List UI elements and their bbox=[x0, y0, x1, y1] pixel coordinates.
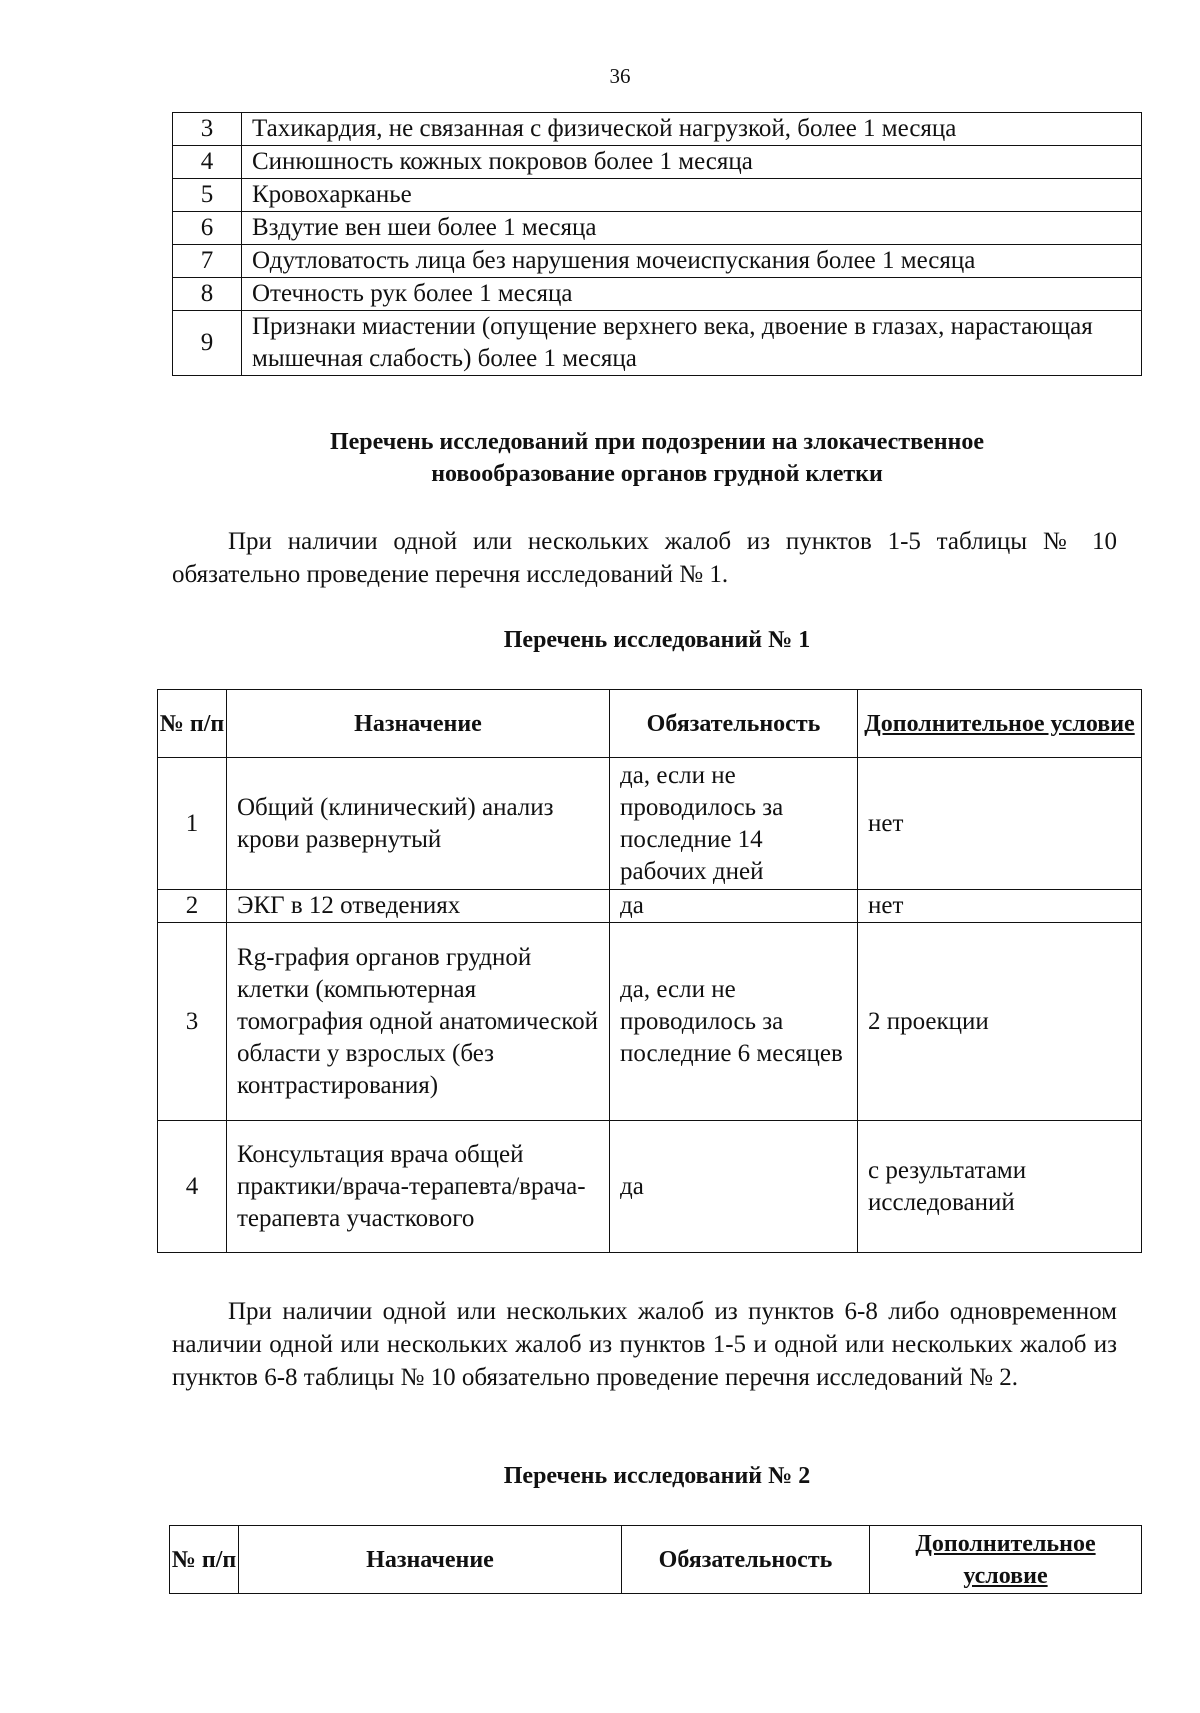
complaint-text: Признаки миастении (опущение верхнего века, двоение в глазах, нарастающая мышечная слабость) более 1 месяца bbox=[242, 311, 1142, 376]
table-row bbox=[158, 1121, 1142, 1253]
section-title bbox=[172, 426, 1142, 490]
table-header-row bbox=[158, 690, 1142, 758]
header-condition: Дополнительное условие bbox=[858, 690, 1142, 758]
exam-list-1-table bbox=[157, 689, 1142, 1253]
mandatory-cell: да bbox=[610, 1121, 858, 1253]
row-number: 7 bbox=[173, 245, 242, 278]
row-number: 6 bbox=[173, 212, 242, 245]
header-purpose: Назначение bbox=[227, 690, 610, 758]
row-number: 2 bbox=[158, 890, 227, 923]
complaint-text: Синюшность кожных покровов более 1 месяца bbox=[242, 146, 1142, 179]
condition-cell: нет bbox=[858, 890, 1142, 923]
complaint-text: Тахикардия, не связанная с физической нагрузкой, более 1 месяца bbox=[242, 113, 1142, 146]
condition-cell: нет bbox=[858, 758, 1142, 890]
complaints-table bbox=[172, 112, 1142, 376]
mandatory-cell: да, если не проводилось за последние 6 месяцев bbox=[610, 923, 858, 1121]
mandatory-cell: да bbox=[610, 890, 858, 923]
table-row bbox=[158, 890, 1142, 923]
table-row bbox=[173, 113, 1142, 146]
header-purpose: Назначение bbox=[239, 1526, 622, 1594]
paragraph: При наличии одной или нескольких жалоб из пунктов 1-5 таблицы № 10 обязательно проведение перечня исследований № 1. bbox=[172, 528, 1117, 588]
table-row bbox=[158, 923, 1142, 1121]
purpose-cell: Консультация врача общей практики/врача-терапевта/врача-терапевта участкового bbox=[227, 1121, 610, 1253]
row-number: 3 bbox=[173, 113, 242, 146]
paragraph: При наличии одной или нескольких жалоб из пунктов 6-8 либо одновременном наличии одной или нескольких жалоб из пунктов 1-5 и одной или нескольких жалоб из пунктов 6-8 таблицы № 10 обязательно проведение перечня исследований № 2. bbox=[172, 1298, 1117, 1391]
row-number: 4 bbox=[173, 146, 242, 179]
header-num: № п/п bbox=[170, 1526, 239, 1594]
purpose-cell: Общий (клинический) анализ крови развернутый bbox=[227, 758, 610, 890]
condition-cell: с результатами исследований bbox=[858, 1121, 1142, 1253]
table-row bbox=[173, 311, 1142, 376]
table-row bbox=[173, 245, 1142, 278]
row-number: 3 bbox=[158, 923, 227, 1121]
table-row bbox=[158, 758, 1142, 890]
table-row bbox=[173, 278, 1142, 311]
page-number: 36 bbox=[609, 64, 631, 88]
table-row bbox=[173, 146, 1142, 179]
list1-title: Перечень исследований № 1 bbox=[503, 627, 811, 653]
condition-cell: 2 проекции bbox=[858, 923, 1142, 1121]
table-row bbox=[173, 212, 1142, 245]
row-number: 4 bbox=[158, 1121, 227, 1253]
row-number: 1 bbox=[158, 758, 227, 890]
header-mandatory: Обязательность bbox=[610, 690, 858, 758]
purpose-cell: ЭКГ в 12 отведениях bbox=[227, 890, 610, 923]
table-row bbox=[173, 179, 1142, 212]
row-number: 8 bbox=[173, 278, 242, 311]
mandatory-cell: да, если не проводилось за последние 14 рабочих дней bbox=[610, 758, 858, 890]
list2-title: Перечень исследований № 2 bbox=[503, 1463, 811, 1489]
header-num: № п/п bbox=[158, 690, 227, 758]
exam-list-2-table bbox=[169, 1525, 1142, 1594]
purpose-cell: Rg-графия органов грудной клетки (компьютерная томография одной анатомической области у взрослых (без контрастирования) bbox=[227, 923, 610, 1121]
complaint-text: Кровохарканье bbox=[242, 179, 1142, 212]
complaint-text: Отечность рук более 1 месяца bbox=[242, 278, 1142, 311]
complaint-text: Вздутие вен шеи более 1 месяца bbox=[242, 212, 1142, 245]
header-mandatory: Обязательность bbox=[622, 1526, 870, 1594]
complaint-text: Одутловатость лица без нарушения мочеиспускания более 1 месяца bbox=[242, 245, 1142, 278]
row-number: 9 bbox=[173, 311, 242, 376]
section-title-line: новообразование органов грудной клетки bbox=[431, 461, 883, 487]
section-title-line: Перечень исследований при подозрении на злокачественное bbox=[329, 429, 985, 455]
header-condition: Дополнительное условие bbox=[870, 1526, 1142, 1594]
row-number: 5 bbox=[173, 179, 242, 212]
table-header-row bbox=[170, 1526, 1142, 1594]
